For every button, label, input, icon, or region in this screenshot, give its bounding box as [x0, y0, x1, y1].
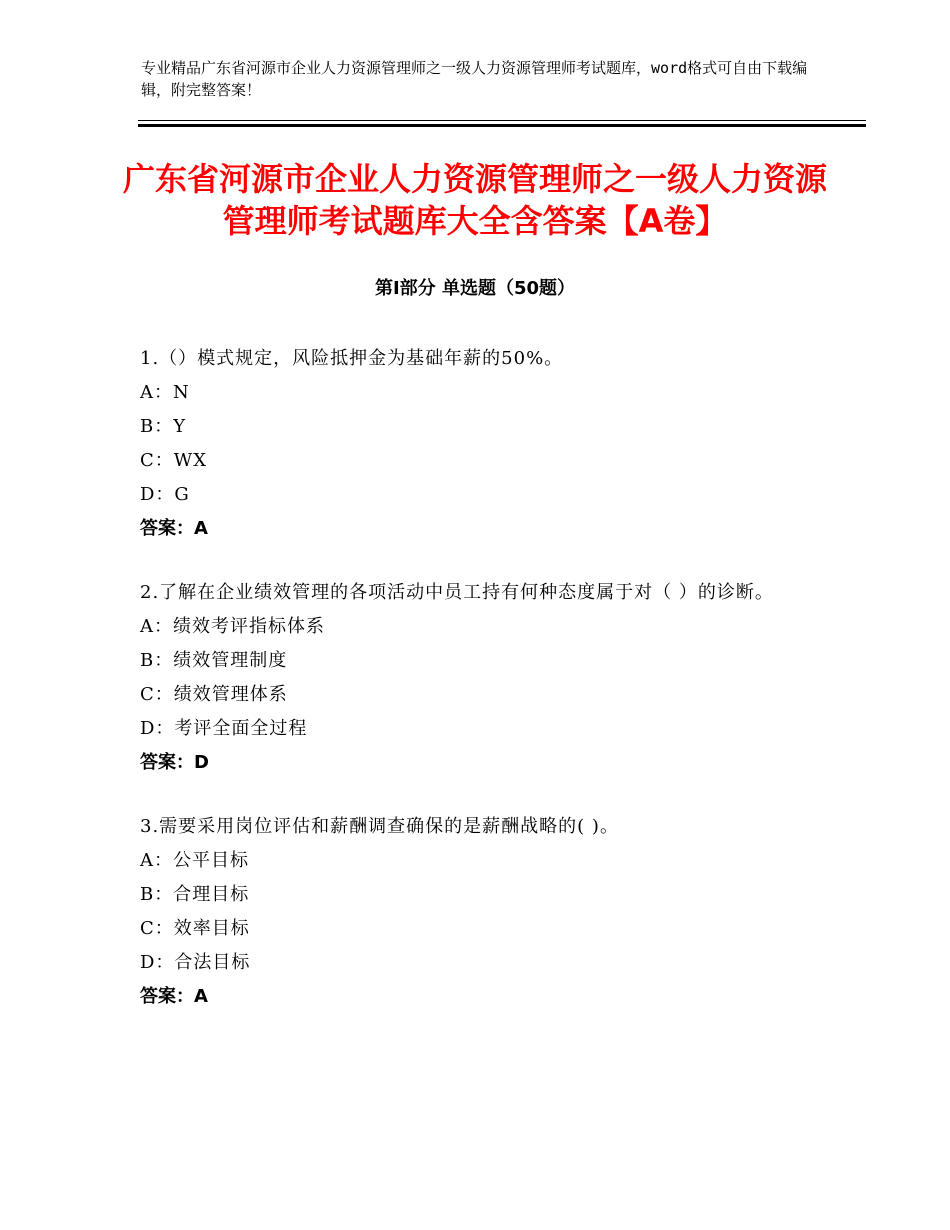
option-c: C：效率目标 — [140, 918, 250, 939]
option-a: A：N — [140, 382, 190, 403]
option-c: C：绩效管理体系 — [140, 684, 288, 705]
header-divider-thin — [138, 120, 866, 121]
question-2 — [140, 576, 812, 780]
answer: 答案：D — [140, 752, 209, 773]
option-d: D：考评全面全过程 — [140, 718, 308, 739]
option-b: B：合理目标 — [140, 884, 250, 905]
question-list — [140, 342, 812, 1044]
question-1 — [140, 342, 812, 546]
answer: 答案：A — [140, 518, 208, 539]
question-stem: 3.需要采用岗位评估和薪酬调查确保的是薪酬战略的( )。 — [140, 816, 619, 837]
answer: 答案：A — [140, 986, 208, 1007]
option-b: B：Y — [140, 416, 187, 437]
header-divider-thick — [138, 124, 866, 127]
document-title: 广东省河源市企业人力资源管理师之一级人力资源管理师考试题库大全含答案【A卷】 — [122, 160, 827, 240]
question-stem: 1.（）模式规定，风险抵押金为基础年薪的50%。 — [140, 348, 564, 369]
option-d: D：G — [140, 484, 190, 505]
option-d: D：合法目标 — [140, 952, 251, 973]
question-stem: 2.了解在企业绩效管理的各项活动中员工持有何种态度属于对（ ）的诊断。 — [140, 582, 774, 603]
option-c: C：WX — [140, 450, 208, 471]
section-title: 第Ⅰ部分 单选题（50题） — [374, 278, 575, 299]
document-header-note: 专业精品广东省河源市企业人力资源管理师之一级人力资源管理师考试题库，word格式可自由下载编辑，附完整答案！ — [141, 59, 808, 99]
option-b: B：绩效管理制度 — [140, 650, 288, 671]
option-a: A：绩效考评指标体系 — [140, 616, 325, 637]
question-3 — [140, 810, 812, 1014]
option-a: A：公平目标 — [140, 850, 249, 871]
